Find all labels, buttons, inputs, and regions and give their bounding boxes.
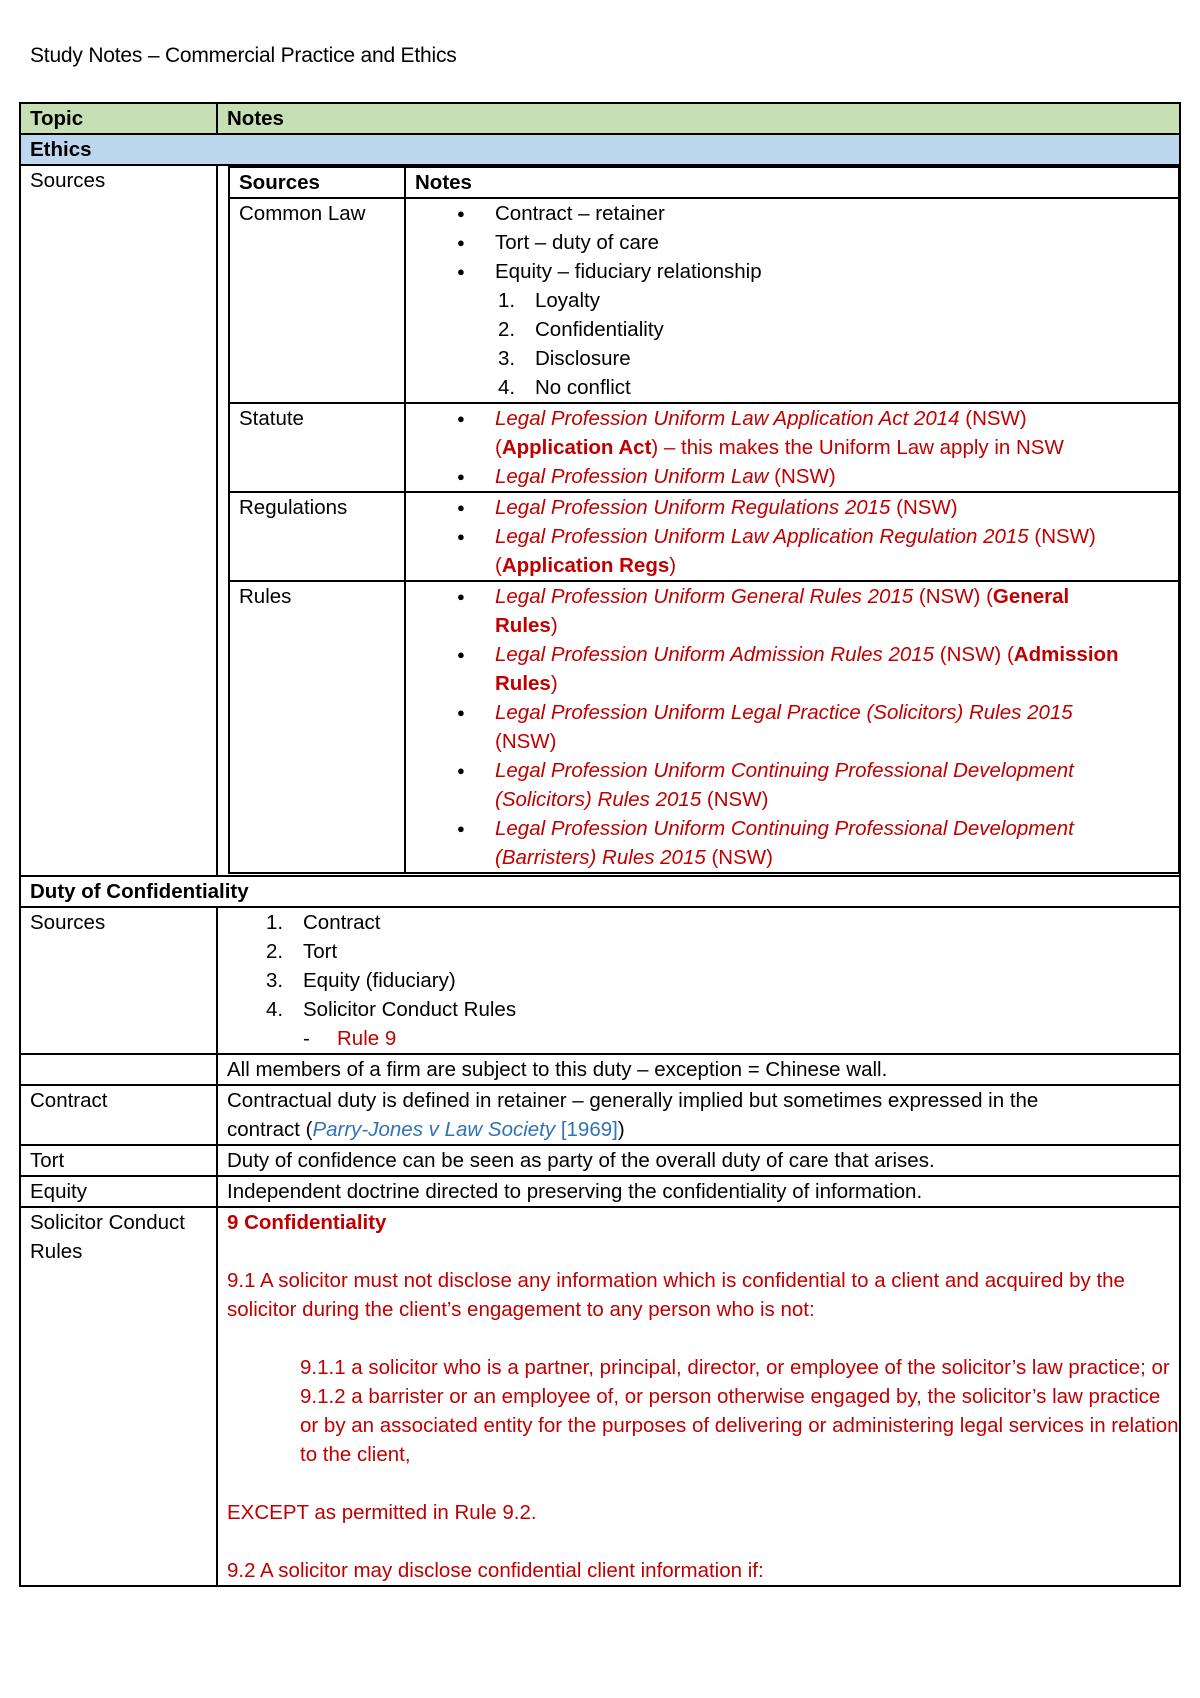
equity-label: Equity [20, 1176, 217, 1207]
list-item: 2. Confidentiality [498, 318, 664, 341]
list-item: 2. Tort [266, 940, 338, 963]
list-item: ● Legal Profession Uniform Admission Rules 2015 (NSW) (Admission Rules) [415, 640, 1178, 698]
inner-header-row [229, 167, 1179, 198]
sources-inner-table [228, 166, 1180, 874]
common-law-label: Common Law [229, 198, 405, 403]
confidentiality-sources-notes [217, 907, 1180, 1054]
contract-label: Contract [20, 1085, 217, 1145]
list-item: 4. No conflict [498, 376, 631, 399]
list-item: 4. Solicitor Conduct Rules [266, 998, 517, 1021]
ethics-sources-row [20, 165, 1180, 876]
table-header-row [20, 103, 1180, 134]
list-item: ● Legal Profession Uniform Law (NSW) [415, 462, 1178, 491]
equity-note: Independent doctrine directed to preserving the confidentiality of information. [217, 1176, 1180, 1207]
inner-header-sources: Sources [229, 167, 405, 198]
rule-9-text [217, 1207, 1180, 1586]
section-title-confidentiality: Duty of Confidentiality [20, 876, 1180, 907]
list-item: ● Legal Profession Uniform Continuing Professional Development (Barristers) Rules 2015 (NSW) [415, 814, 1178, 872]
list-item: 1. Loyalty [498, 289, 600, 312]
list-item: ● Equity – fiduciary relationship [415, 257, 1178, 286]
rule-heading: 9 Confidentiality [227, 1211, 387, 1234]
rule-except: EXCEPT as permitted in Rule 9.2. [227, 1501, 537, 1524]
solicitor-conduct-rules-label: Solicitor Conduct Rules [20, 1207, 217, 1586]
equity-row [20, 1176, 1180, 1207]
common-law-notes [405, 198, 1179, 403]
inner-header-notes: Notes [405, 167, 1179, 198]
header-notes: Notes [217, 103, 1180, 134]
list-item: ● Contract – retainer [415, 199, 1178, 228]
list-item: ● Legal Profession Uniform General Rules 2015 (NSW) (General Rules) [415, 582, 1178, 640]
ethics-sources-cell [217, 165, 1180, 876]
section-title-ethics: Ethics [20, 134, 1180, 165]
notes-table [19, 102, 1181, 1587]
members-note: All members of a firm are subject to this duty – exception = Chinese wall. [217, 1054, 1180, 1085]
rules-notes [405, 581, 1179, 873]
sub-list-item: - Rule 9 [303, 1027, 397, 1050]
tort-row [20, 1145, 1180, 1176]
members-label-empty [20, 1054, 217, 1085]
section-row-confidentiality [20, 876, 1180, 907]
header-topic: Topic [20, 103, 217, 134]
contract-note: Contractual duty is defined in retainer – generally implied but sometimes expressed in the contract (Parry-Jones v Law Society [1969]) [217, 1085, 1180, 1145]
confidentiality-sources-label: Sources [20, 907, 217, 1054]
list-item: 1. Contract [266, 911, 381, 934]
ethics-sources-label: Sources [20, 165, 217, 876]
tort-note: Duty of confidence can be seen as party of the overall duty of care that arises. [217, 1145, 1180, 1176]
list-item: ● Legal Profession Uniform Continuing Professional Development (Solicitors) Rules 2015 (NSW) [415, 756, 1178, 814]
list-item: ● Legal Profession Uniform Law Application Regulation 2015 (NSW) (Application Regs) [415, 522, 1178, 580]
rule-9-1-1: 9.1.1 a solicitor who is a partner, principal, director, or employee of the solicitor’s law practice; or [300, 1356, 1170, 1379]
regulations-label: Regulations [229, 492, 405, 581]
members-row [20, 1054, 1180, 1085]
contract-row [20, 1085, 1180, 1145]
section-row-ethics [20, 134, 1180, 165]
tort-label: Tort [20, 1145, 217, 1176]
list-item: ● Legal Profession Uniform Regulations 2015 (NSW) [415, 493, 1178, 522]
statute-row [229, 403, 1179, 492]
document-title: Study Notes – Commercial Practice and Ethics [30, 44, 457, 67]
common-law-row [229, 198, 1179, 403]
list-item: ● Tort – duty of care [415, 228, 1178, 257]
regulations-row [229, 492, 1179, 581]
rule-9-2: 9.2 A solicitor may disclose confidential client information if: [227, 1559, 764, 1582]
rule-9-1: 9.1 A solicitor must not disclose any information which is confidential to a client and acquired by the solicitor during the client’s engagement to any person who is not: [227, 1269, 1125, 1321]
list-item: 3. Equity (fiduciary) [266, 969, 456, 992]
rules-row [229, 581, 1179, 873]
rule-9-1-2: 9.1.2 a barrister or an employee of, or person otherwise engaged by, the solicitor’s law practice or by an associated entity for the purposes of delivering or administering legal services in relation to the client, [300, 1385, 1179, 1466]
statute-notes [405, 403, 1179, 492]
solicitor-conduct-rules-row [20, 1207, 1180, 1586]
statute-label: Statute [229, 403, 405, 492]
regulations-notes [405, 492, 1179, 581]
list-item: 3. Disclosure [498, 347, 631, 370]
list-item: ● Legal Profession Uniform Law Application Act 2014 (NSW) (Application Act) – this makes the Uniform Law apply in NSW [415, 404, 1178, 462]
case-citation-link[interactable]: Parry-Jones v Law Society [312, 1118, 556, 1141]
rules-label: Rules [229, 581, 405, 873]
list-item: ● Legal Profession Uniform Legal Practice (Solicitors) Rules 2015 (NSW) [415, 698, 1178, 756]
confidentiality-sources-row [20, 907, 1180, 1054]
